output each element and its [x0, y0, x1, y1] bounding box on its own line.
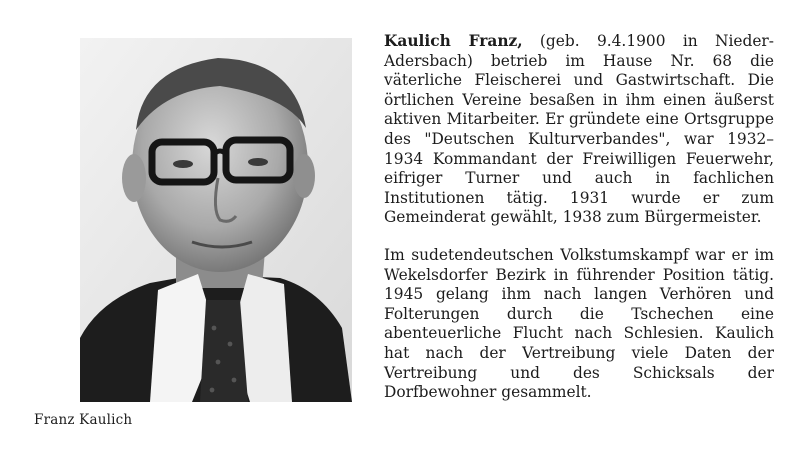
biography-text — [384, 32, 774, 403]
photo-caption: Franz Kaulich — [34, 412, 133, 428]
biography-paragraph-1 — [384, 32, 774, 228]
portrait-photo — [80, 38, 352, 402]
biography-paragraph-2: Im sudetendeutschen Volkstumskampf war er im Wekelsdorfer Bezirk in führender Position tätig. 1945 gelang ihm nach langen Verhören und Folterungen durch die Tschechen eine abenteuerliche Flucht nach Schlesien. Kaulich hat nach der Vertreibung viele Daten der Vertreibung und des Schicksals der Dorfbewohner gesammelt. — [384, 245, 774, 402]
biography-paragraph-1-text: (geb. 9.4.1900 in Nieder-Adersbach) betrieb im Hause Nr. 68 die väterliche Fleischerei und Gastwirtschaft. Die örtlichen Vereine besaßen in ihm einen äußerst aktiven Mitarbeiter. Er gründete eine Ortsgruppe des "Deutschen Kulturverbandes", war 1932–1934 Kommandant der Freiwilligen Feuerwehr, eifriger Turner und auch in fachlichen Institutionen tätig. 1931 wurde er zum Gemeinderat gewählt, 1938 zum Bürgermeister. — [384, 32, 774, 227]
person-name: Kaulich Franz, — [384, 32, 523, 50]
